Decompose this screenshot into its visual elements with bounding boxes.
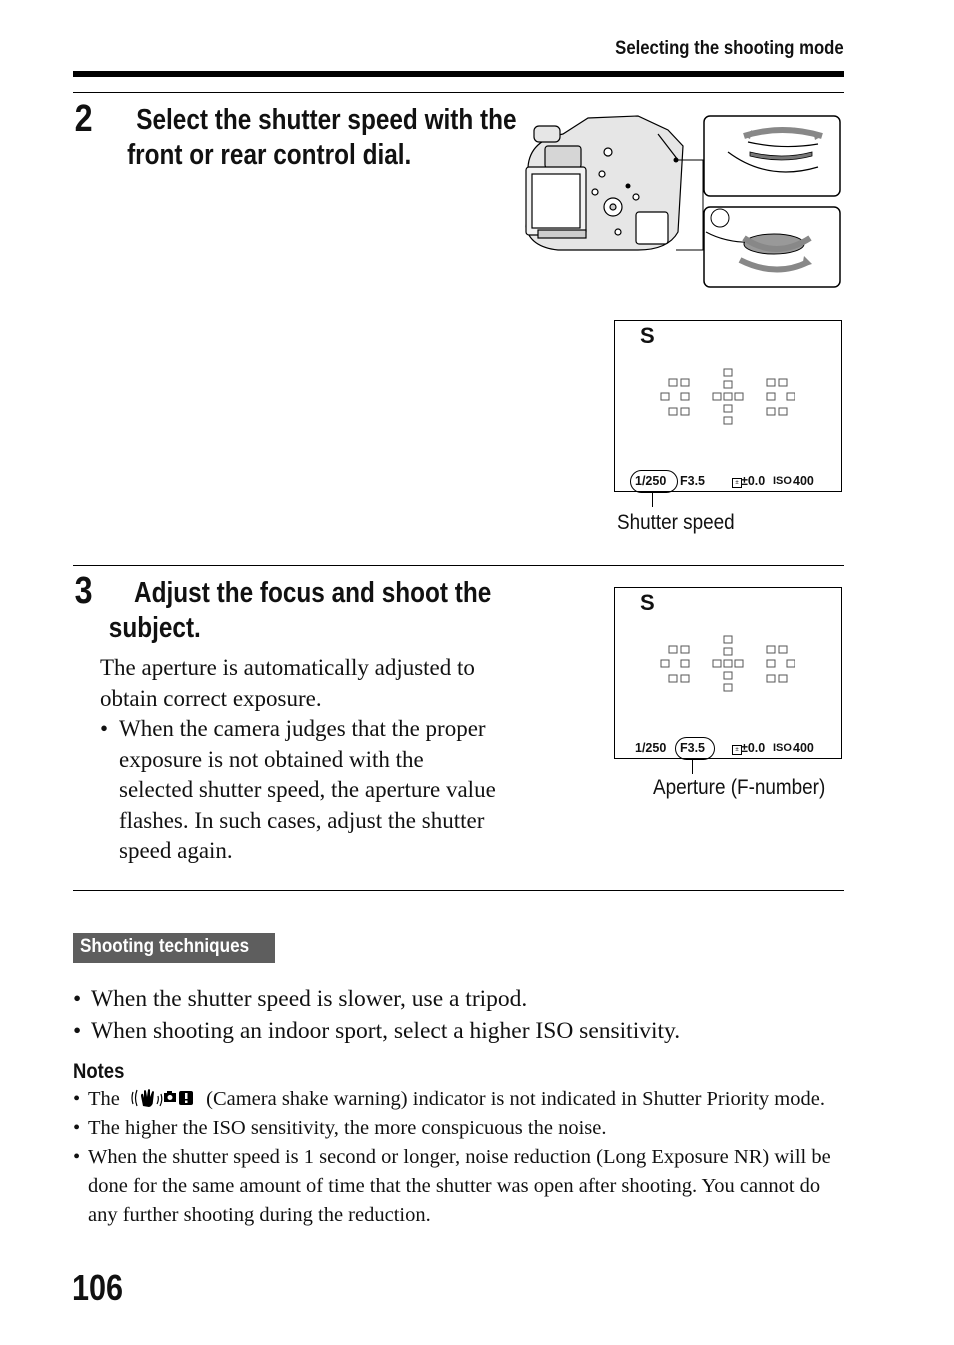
aperture-value: F3.5 xyxy=(680,474,706,488)
mode-indicator: S xyxy=(640,590,655,615)
note-item: • When the shutter speed is 1 second or longer, noise reduction (Long Exposure NR) will be done for the same amount of time that the shutter was open after shooting. You cannot do any further shooting during the reduction. xyxy=(73,1143,843,1230)
step-3-number: 3 xyxy=(74,570,93,612)
aperture-value: F3.5 xyxy=(680,741,706,755)
viewfinder-screen-aperture xyxy=(614,587,842,759)
technique-item: • When shooting an indoor sport, select a higher ISO sensitivity. xyxy=(73,1015,853,1047)
note-1-prefix: The xyxy=(88,1088,120,1110)
technique-item: • When the shutter speed is slower, use a tripod. xyxy=(73,983,853,1015)
shutter-speed-value: 1/250 xyxy=(635,741,667,755)
shooting-techniques-label: Shooting techniques xyxy=(73,933,275,963)
note-1-text: (Camera shake warning) indicator is not indicated in Shutter Priority mode. xyxy=(206,1088,825,1110)
shutter-callout-line xyxy=(652,491,653,507)
step-3-heading-line2: subject. xyxy=(108,612,201,644)
header-rule xyxy=(73,71,844,77)
step-3-bullet-list xyxy=(100,714,500,867)
step-2-heading-line1: Select the shutter speed with the xyxy=(136,104,517,136)
rear-dial-detail-icon xyxy=(704,207,840,287)
section-divider xyxy=(73,565,844,566)
front-dial-pointer-dot xyxy=(674,158,679,163)
iso-value: 400 xyxy=(793,741,814,755)
step-3-heading-line1: Adjust the focus and shoot the xyxy=(134,577,492,609)
exposure-comp-value: ±0.0 xyxy=(741,474,766,488)
notes-title: Notes xyxy=(73,1060,125,1083)
exposure-comp-icon: ± xyxy=(732,745,742,755)
note-item xyxy=(73,1085,843,1114)
iso-value: 400 xyxy=(793,474,814,488)
header-rule-thin xyxy=(73,92,844,93)
rear-dial-pointer-dot xyxy=(626,184,631,189)
camera-control-dial-illustration xyxy=(518,112,844,292)
page-number: 106 xyxy=(72,1267,124,1308)
running-header: Selecting the shooting mode xyxy=(615,38,844,59)
step-3-body: The aperture is automatically adjusted to obtain correct exposure. xyxy=(100,655,475,711)
camera-shake-warning-icon xyxy=(131,1088,195,1108)
step-2-heading-line2: front or rear control dial. xyxy=(127,139,412,171)
af-points-grid-icon xyxy=(655,367,795,427)
shutter-speed-value: 1/250 xyxy=(635,474,667,488)
section-divider xyxy=(73,890,844,891)
af-points-grid-icon xyxy=(655,634,795,694)
exposure-comp-icon: ± xyxy=(732,478,742,488)
iso-label: ISO xyxy=(773,475,792,487)
front-dial-detail-icon xyxy=(704,116,840,196)
shutter-speed-caption: Shutter speed xyxy=(617,511,735,534)
aperture-caption: Aperture (F-number) xyxy=(653,776,826,799)
shooting-techniques-list xyxy=(73,983,853,1047)
viewfinder-screen-shutter xyxy=(614,320,842,492)
camera-body-icon xyxy=(526,116,683,250)
exposure-comp-value: ±0.0 xyxy=(741,741,766,755)
aperture-callout-line xyxy=(692,758,693,774)
step-2-number: 2 xyxy=(74,98,93,140)
notes-list xyxy=(73,1085,843,1230)
note-item: • The higher the ISO sensitivity, the more conspicuous the noise. xyxy=(73,1114,843,1143)
iso-label: ISO xyxy=(773,742,792,754)
step-3-bullet: • When the camera judges that the proper exposure is not obtained with the selected shutter speed, the aperture value flashes. In such cases, adjust the shutter speed again. xyxy=(100,714,500,867)
mode-indicator: S xyxy=(640,323,655,348)
